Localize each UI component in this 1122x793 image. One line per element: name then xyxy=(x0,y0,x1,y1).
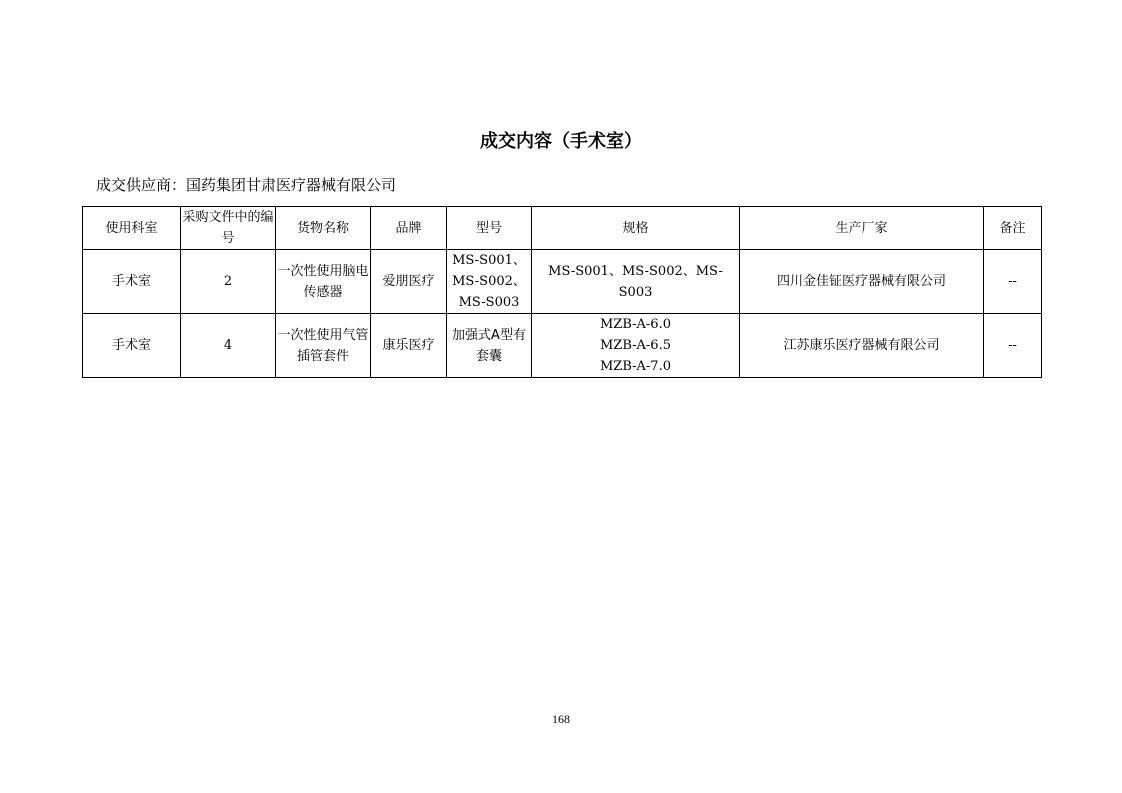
page-title: 成交内容（手术室） xyxy=(480,131,642,152)
cell-spec xyxy=(532,250,740,314)
table-header-row xyxy=(83,207,1042,250)
header-model: 型号 xyxy=(447,207,532,250)
spec-line: MZB-A-7.0 xyxy=(600,359,671,374)
cell-manufacturer: 四川金佳钲医疗器械有限公司 xyxy=(740,250,984,314)
cell-number: 2 xyxy=(181,250,276,314)
model-line: MS-S003 xyxy=(458,295,520,310)
supplier-line: 成交供应商：国药集团甘肃医疗器械有限公司 xyxy=(96,176,397,194)
spec-line: MZB-A-6.0 xyxy=(600,317,671,332)
spec-line: MZB-A-6.5 xyxy=(600,338,671,353)
header-spec: 规格 xyxy=(532,207,740,250)
spec-line: MS-S001、MS-S002、MS-S003 xyxy=(548,263,723,300)
header-department: 使用科室 xyxy=(83,207,181,250)
cell-department: 手术室 xyxy=(83,250,181,314)
model-line: MS-S002、 xyxy=(452,274,526,289)
cell-model xyxy=(447,314,532,378)
cell-remark: -- xyxy=(984,250,1042,314)
header-remark: 备注 xyxy=(984,207,1042,250)
cell-brand: 康乐医疗 xyxy=(371,314,447,378)
cell-remark: -- xyxy=(984,314,1042,378)
cell-model xyxy=(447,250,532,314)
header-goods-name: 货物名称 xyxy=(276,207,371,250)
table-row xyxy=(83,314,1042,378)
header-number: 采购文件中的编号 xyxy=(181,207,276,250)
cell-goods-name: 一次性使用脑电传感器 xyxy=(276,250,371,314)
page-number: 168 xyxy=(552,712,570,726)
cell-brand: 爱朋医疗 xyxy=(371,250,447,314)
header-manufacturer: 生产厂家 xyxy=(740,207,984,250)
cell-department: 手术室 xyxy=(83,314,181,378)
header-brand: 品牌 xyxy=(371,207,447,250)
cell-manufacturer: 江苏康乐医疗器械有限公司 xyxy=(740,314,984,378)
procurement-table xyxy=(82,206,1042,378)
cell-number: 4 xyxy=(181,314,276,378)
cell-spec xyxy=(532,314,740,378)
table-row xyxy=(83,250,1042,314)
cell-goods-name: 一次性使用气管插管套件 xyxy=(276,314,371,378)
model-line: MS-S001、 xyxy=(452,253,526,268)
model-line: 加强式A型有套囊 xyxy=(452,327,526,364)
